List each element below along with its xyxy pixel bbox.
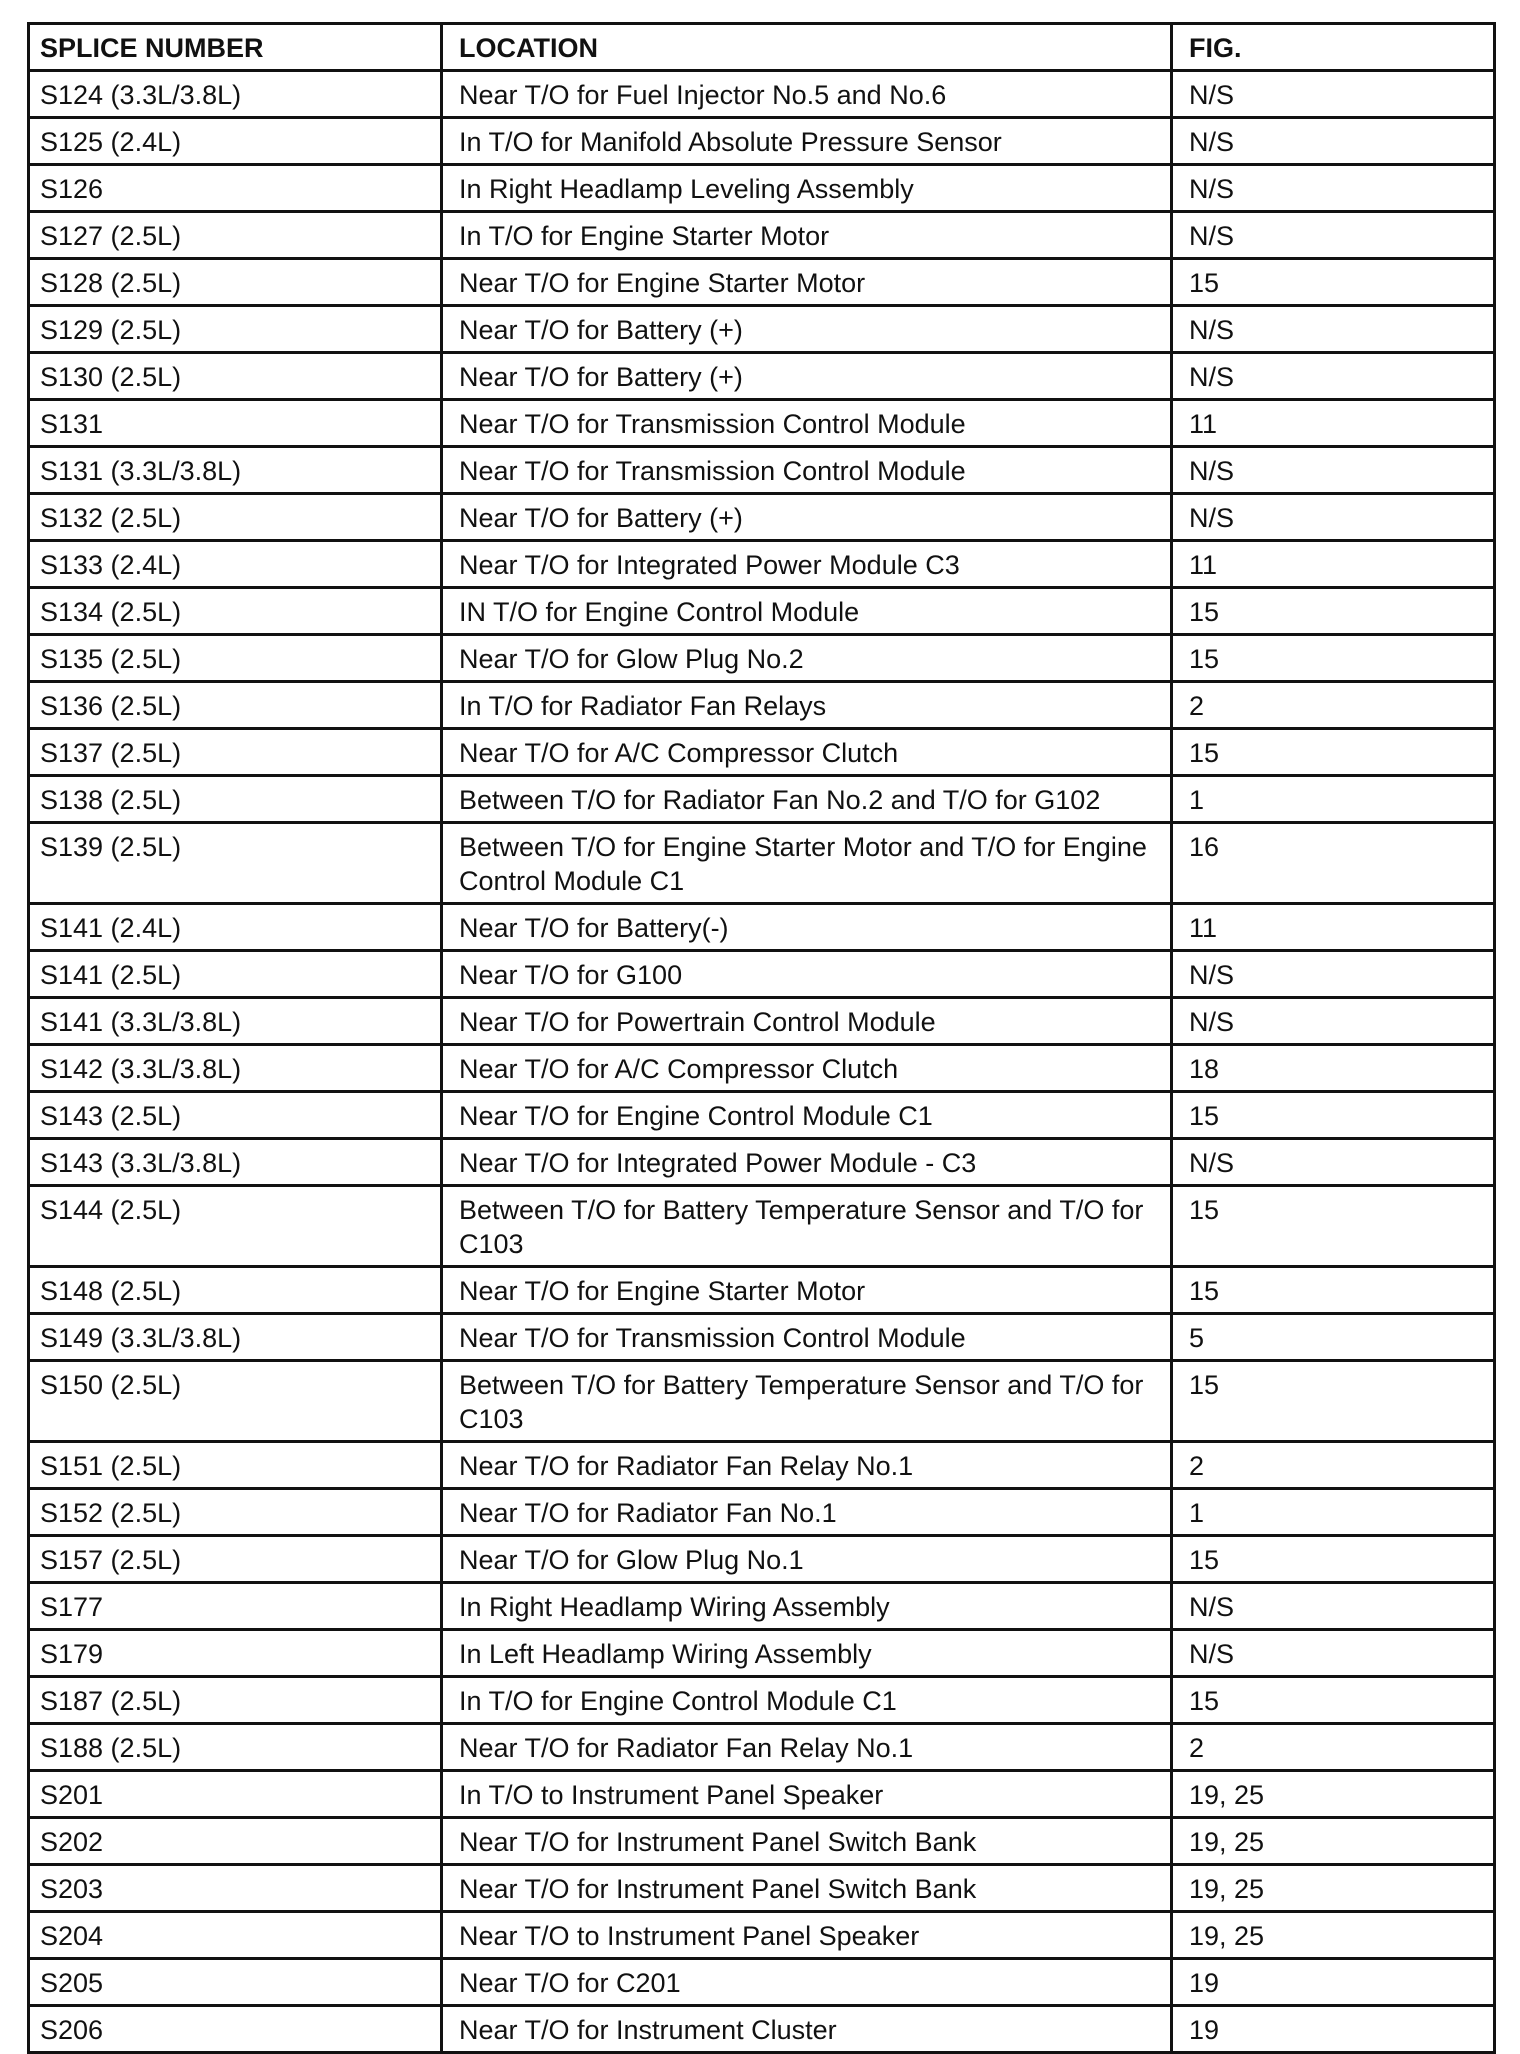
location-cell: Near T/O for Radiator Fan Relay No.1 (442, 1442, 1172, 1489)
location-cell: Near T/O for Engine Starter Motor (442, 259, 1172, 306)
fig-cell: 1 (1172, 1489, 1495, 1536)
location-cell: In T/O to Instrument Panel Speaker (442, 1771, 1172, 1818)
splice-number-cell: S204 (29, 1912, 442, 1959)
splice-number-cell: S149 (3.3L/3.8L) (29, 1314, 442, 1361)
splice-number-cell: S203 (29, 1865, 442, 1912)
table-row (29, 400, 1495, 447)
splice-number-cell: S125 (2.4L) (29, 118, 442, 165)
location-cell: Near T/O for Radiator Fan Relay No.1 (442, 1724, 1172, 1771)
table-row (29, 588, 1495, 635)
fig-cell: 15 (1172, 635, 1495, 682)
table-row (29, 1912, 1495, 1959)
splice-number-cell: S128 (2.5L) (29, 259, 442, 306)
location-cell: Near T/O for Battery (+) (442, 306, 1172, 353)
splice-number-cell: S188 (2.5L) (29, 1724, 442, 1771)
splice-number-cell: S131 (29, 400, 442, 447)
table-row (29, 494, 1495, 541)
fig-cell: 19, 25 (1172, 1865, 1495, 1912)
splice-number-cell: S206 (29, 2006, 442, 2053)
table-row (29, 541, 1495, 588)
location-cell: In T/O for Radiator Fan Relays (442, 682, 1172, 729)
splice-number-cell: S143 (3.3L/3.8L) (29, 1139, 442, 1186)
fig-cell: N/S (1172, 1583, 1495, 1630)
splice-number-cell: S134 (2.5L) (29, 588, 442, 635)
fig-cell: 2 (1172, 1724, 1495, 1771)
table-header (29, 24, 1495, 71)
splice-number-cell: S136 (2.5L) (29, 682, 442, 729)
fig-cell: 19, 25 (1172, 1818, 1495, 1865)
splice-number-cell: S132 (2.5L) (29, 494, 442, 541)
table-row (29, 951, 1495, 998)
splice-number-cell: S144 (2.5L) (29, 1186, 442, 1267)
fig-cell: N/S (1172, 998, 1495, 1045)
location-cell: IN T/O for Engine Control Module (442, 588, 1172, 635)
fig-cell: 15 (1172, 729, 1495, 776)
splice-number-cell: S141 (2.5L) (29, 951, 442, 998)
location-cell: Near T/O for Instrument Cluster (442, 2006, 1172, 2053)
splice-number-cell: S150 (2.5L) (29, 1361, 442, 1442)
splice-number-cell: S130 (2.5L) (29, 353, 442, 400)
splice-number-cell: S135 (2.5L) (29, 635, 442, 682)
table-row (29, 1630, 1495, 1677)
splice-number-cell: S137 (2.5L) (29, 729, 442, 776)
fig-cell: 19, 25 (1172, 1912, 1495, 1959)
fig-cell: N/S (1172, 118, 1495, 165)
table-row (29, 353, 1495, 400)
fig-cell: 15 (1172, 1186, 1495, 1267)
location-cell: Near T/O for A/C Compressor Clutch (442, 729, 1172, 776)
table-row (29, 1314, 1495, 1361)
fig-cell: N/S (1172, 447, 1495, 494)
fig-cell: N/S (1172, 1630, 1495, 1677)
location-cell: In T/O for Engine Control Module C1 (442, 1677, 1172, 1724)
fig-cell: 2 (1172, 682, 1495, 729)
table-row (29, 1361, 1495, 1442)
header-fig: FIG. (1172, 24, 1495, 71)
splice-number-cell: S187 (2.5L) (29, 1677, 442, 1724)
fig-cell: 15 (1172, 1361, 1495, 1442)
table-row (29, 1771, 1495, 1818)
table-row (29, 729, 1495, 776)
fig-cell: 1 (1172, 776, 1495, 823)
location-cell: Near T/O for Transmission Control Module (442, 400, 1172, 447)
fig-cell: 15 (1172, 588, 1495, 635)
location-cell: Near T/O for Glow Plug No.1 (442, 1536, 1172, 1583)
splice-number-cell: S124 (3.3L/3.8L) (29, 71, 442, 118)
splice-number-cell: S202 (29, 1818, 442, 1865)
splice-number-cell: S152 (2.5L) (29, 1489, 442, 1536)
location-cell: Near T/O for Integrated Power Module - C3 (442, 1139, 1172, 1186)
location-cell: Near T/O for Instrument Panel Switch Bank (442, 1865, 1172, 1912)
table-row (29, 212, 1495, 259)
table-row (29, 823, 1495, 904)
fig-cell: 2 (1172, 1442, 1495, 1489)
table-row (29, 1045, 1495, 1092)
table-row (29, 447, 1495, 494)
fig-cell: N/S (1172, 494, 1495, 541)
splice-number-cell: S143 (2.5L) (29, 1092, 442, 1139)
fig-cell: 16 (1172, 823, 1495, 904)
location-cell: Between T/O for Radiator Fan No.2 and T/O for G102 (442, 776, 1172, 823)
splice-number-cell: S141 (2.4L) (29, 904, 442, 951)
fig-cell: N/S (1172, 165, 1495, 212)
fig-cell: 15 (1172, 259, 1495, 306)
table-row (29, 1677, 1495, 1724)
table-row (29, 998, 1495, 1045)
fig-cell: 15 (1172, 1677, 1495, 1724)
location-cell: Near T/O for A/C Compressor Clutch (442, 1045, 1172, 1092)
location-cell: Near T/O for Transmission Control Module (442, 447, 1172, 494)
splice-number-cell: S148 (2.5L) (29, 1267, 442, 1314)
fig-cell: 11 (1172, 904, 1495, 951)
fig-cell: 11 (1172, 541, 1495, 588)
table-row (29, 71, 1495, 118)
splice-number-cell: S179 (29, 1630, 442, 1677)
location-cell: Near T/O for Battery (+) (442, 494, 1172, 541)
table-row (29, 165, 1495, 212)
location-cell: Near T/O for Integrated Power Module C3 (442, 541, 1172, 588)
fig-cell: 11 (1172, 400, 1495, 447)
location-cell: In Left Headlamp Wiring Assembly (442, 1630, 1172, 1677)
splice-number-cell: S157 (2.5L) (29, 1536, 442, 1583)
splice-number-cell: S139 (2.5L) (29, 823, 442, 904)
location-cell: In T/O for Manifold Absolute Pressure Sensor (442, 118, 1172, 165)
location-cell: Near T/O for C201 (442, 1959, 1172, 2006)
fig-cell: N/S (1172, 353, 1495, 400)
table-row (29, 118, 1495, 165)
table-row (29, 776, 1495, 823)
splice-number-cell: S142 (3.3L/3.8L) (29, 1045, 442, 1092)
table-row (29, 1818, 1495, 1865)
fig-cell: 19, 25 (1172, 1771, 1495, 1818)
table-row (29, 635, 1495, 682)
fig-cell: 5 (1172, 1314, 1495, 1361)
splice-number-cell: S141 (3.3L/3.8L) (29, 998, 442, 1045)
table-row (29, 904, 1495, 951)
table-row (29, 1536, 1495, 1583)
table-row (29, 1442, 1495, 1489)
location-cell: Near T/O for Engine Starter Motor (442, 1267, 1172, 1314)
location-cell: Near T/O for Engine Control Module C1 (442, 1092, 1172, 1139)
fig-cell: N/S (1172, 212, 1495, 259)
location-cell: Between T/O for Battery Temperature Sensor and T/O for C103 (442, 1361, 1172, 1442)
fig-cell: 15 (1172, 1092, 1495, 1139)
header-location: LOCATION (442, 24, 1172, 71)
location-cell: In Right Headlamp Leveling Assembly (442, 165, 1172, 212)
fig-cell: 19 (1172, 2006, 1495, 2053)
splice-number-cell: S133 (2.4L) (29, 541, 442, 588)
location-cell: Near T/O for Fuel Injector No.5 and No.6 (442, 71, 1172, 118)
fig-cell: 18 (1172, 1045, 1495, 1092)
fig-cell: 15 (1172, 1267, 1495, 1314)
splice-number-cell: S205 (29, 1959, 442, 2006)
table-row (29, 259, 1495, 306)
location-cell: Near T/O for Glow Plug No.2 (442, 635, 1172, 682)
header-splice-number: SPLICE NUMBER (29, 24, 442, 71)
table-row (29, 682, 1495, 729)
splice-number-cell: S129 (2.5L) (29, 306, 442, 353)
fig-cell: N/S (1172, 71, 1495, 118)
table-row (29, 1092, 1495, 1139)
header-row (29, 24, 1495, 71)
location-cell: In Right Headlamp Wiring Assembly (442, 1583, 1172, 1630)
location-cell: In T/O for Engine Starter Motor (442, 212, 1172, 259)
location-cell: Near T/O for Transmission Control Module (442, 1314, 1172, 1361)
table-body (29, 71, 1495, 2053)
table-row (29, 1139, 1495, 1186)
fig-cell: 15 (1172, 1536, 1495, 1583)
table-row (29, 306, 1495, 353)
splice-number-cell: S177 (29, 1583, 442, 1630)
table-row (29, 2006, 1495, 2053)
splice-number-cell: S151 (2.5L) (29, 1442, 442, 1489)
location-cell: Near T/O for Radiator Fan No.1 (442, 1489, 1172, 1536)
table-row (29, 1865, 1495, 1912)
location-cell: Between T/O for Engine Starter Motor and T/O for Engine Control Module C1 (442, 823, 1172, 904)
table-row (29, 1959, 1495, 2006)
splice-number-cell: S126 (29, 165, 442, 212)
location-cell: Near T/O for Instrument Panel Switch Bank (442, 1818, 1172, 1865)
fig-cell: N/S (1172, 1139, 1495, 1186)
table-row (29, 1724, 1495, 1771)
splice-number-cell: S138 (2.5L) (29, 776, 442, 823)
location-cell: Near T/O for Battery(-) (442, 904, 1172, 951)
table-row (29, 1267, 1495, 1314)
splice-number-cell: S201 (29, 1771, 442, 1818)
fig-cell: 19 (1172, 1959, 1495, 2006)
splice-number-cell: S131 (3.3L/3.8L) (29, 447, 442, 494)
location-cell: Near T/O for G100 (442, 951, 1172, 998)
splice-number-cell: S127 (2.5L) (29, 212, 442, 259)
location-cell: Near T/O to Instrument Panel Speaker (442, 1912, 1172, 1959)
fig-cell: N/S (1172, 951, 1495, 998)
location-cell: Between T/O for Battery Temperature Sensor and T/O for C103 (442, 1186, 1172, 1267)
splice-location-table (27, 22, 1496, 2054)
table-row (29, 1583, 1495, 1630)
table-row (29, 1489, 1495, 1536)
fig-cell: N/S (1172, 306, 1495, 353)
table-row (29, 1186, 1495, 1267)
location-cell: Near T/O for Powertrain Control Module (442, 998, 1172, 1045)
location-cell: Near T/O for Battery (+) (442, 353, 1172, 400)
